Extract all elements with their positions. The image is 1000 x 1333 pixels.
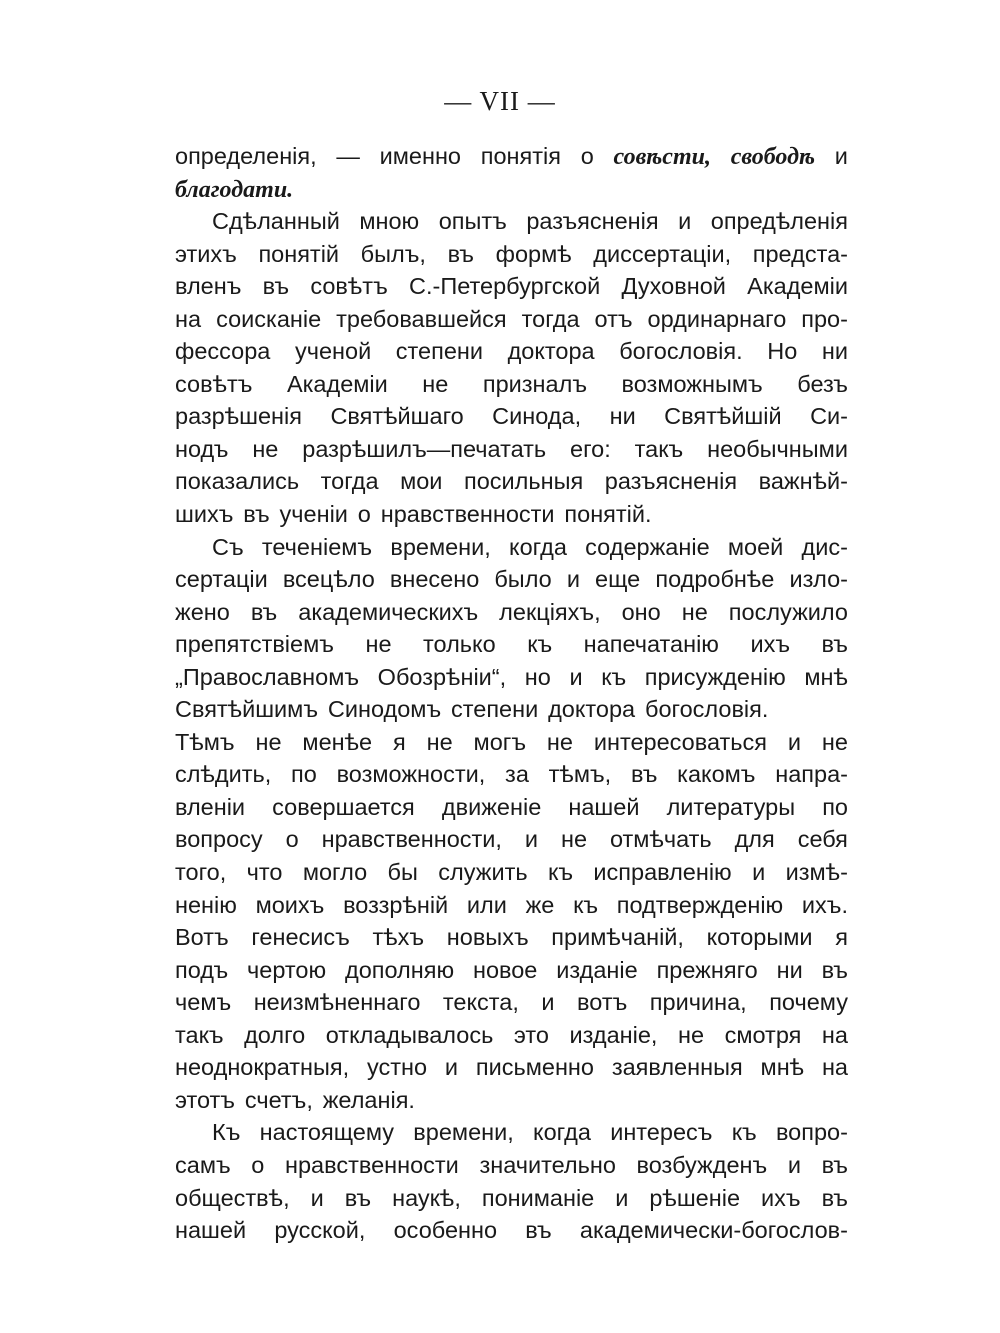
- word: откладывалось: [325, 1021, 494, 1048]
- word: Святѣйшій: [664, 403, 782, 430]
- word: я: [392, 728, 406, 755]
- word: степени: [451, 696, 539, 723]
- word: подъ: [175, 956, 229, 983]
- word: мнѣ: [760, 1054, 805, 1081]
- text-line: [175, 661, 848, 694]
- word: вленъ: [175, 273, 242, 300]
- word: присужденію: [644, 663, 786, 690]
- word: особенно: [393, 1217, 498, 1244]
- word: нашей: [175, 1217, 247, 1244]
- word: ихъ: [750, 631, 791, 658]
- word: требовавшейся: [336, 305, 507, 332]
- word: дис-: [801, 533, 848, 560]
- word: и: [615, 1184, 629, 1211]
- word: наукѣ,: [392, 1184, 461, 1211]
- word: желанія.: [322, 1086, 415, 1113]
- word: какомъ: [677, 761, 756, 788]
- word: бы: [387, 859, 418, 886]
- text-line: [175, 368, 848, 401]
- word: въ: [821, 631, 848, 658]
- word: не: [681, 598, 708, 625]
- word: академически-богослов-: [579, 1217, 848, 1244]
- word: изданіе: [556, 956, 638, 983]
- word: новыхъ: [446, 924, 529, 951]
- word: времени,: [413, 1119, 514, 1146]
- word: теченіемъ: [261, 533, 373, 560]
- text-line: [175, 1019, 848, 1052]
- text-line: [175, 335, 848, 368]
- word: нодъ: [175, 435, 229, 462]
- word: совершается: [272, 793, 415, 820]
- word: Святѣйшаго: [330, 403, 464, 430]
- word: по: [822, 793, 848, 820]
- word: слѣдить,: [175, 761, 272, 788]
- text-line: [175, 400, 848, 433]
- word: было: [494, 566, 552, 593]
- word: Духовной: [621, 273, 726, 300]
- word: что: [246, 859, 283, 886]
- word: ни: [609, 403, 636, 430]
- text-line: [175, 173, 848, 206]
- word: его:: [570, 435, 611, 462]
- word: совѣсти,: [613, 144, 711, 170]
- text-line: [175, 1051, 848, 1084]
- word: отъ: [594, 305, 633, 332]
- word: Святѣйшимъ: [175, 696, 319, 723]
- word: совѣтъ: [310, 273, 388, 300]
- word: ученіи: [279, 501, 348, 528]
- word: призналъ: [482, 370, 588, 397]
- text-line: [175, 1116, 848, 1149]
- word: по: [291, 761, 317, 788]
- word: исправленію: [593, 859, 732, 886]
- word: отмѣчать: [609, 826, 712, 853]
- word: про-: [801, 305, 848, 332]
- text-line: [175, 1149, 848, 1182]
- word: опытъ: [438, 208, 507, 235]
- word: же: [525, 891, 555, 918]
- word: это: [513, 1021, 549, 1048]
- word: тогда: [320, 468, 379, 495]
- word: разъясненія: [604, 468, 738, 495]
- word: въ: [250, 598, 278, 625]
- word: соисканіе: [216, 305, 322, 332]
- word: самъ: [175, 1151, 231, 1178]
- word: не: [677, 1021, 705, 1048]
- word: не: [560, 826, 588, 853]
- word: о: [285, 826, 299, 853]
- text-line: [175, 1182, 848, 1215]
- word: Вотъ: [175, 924, 229, 951]
- body-text: [175, 140, 848, 1247]
- text-line: [175, 433, 848, 466]
- word: жено: [175, 598, 230, 625]
- word: напечатанію: [583, 631, 719, 658]
- text-line: [175, 758, 848, 791]
- page-number: — VII —: [444, 86, 556, 116]
- word: не: [252, 435, 279, 462]
- word: Обозрѣніи“,: [377, 663, 507, 690]
- word: въ: [447, 240, 474, 267]
- word: въ: [243, 501, 270, 528]
- word: интересоваться: [593, 728, 767, 755]
- word: возможности,: [336, 761, 486, 788]
- text-line: [175, 303, 848, 336]
- word: необычными: [707, 435, 848, 462]
- word: определенія,: [175, 143, 317, 169]
- word: препятствіемъ: [175, 631, 334, 658]
- word: ординарнаго: [647, 305, 787, 332]
- word: Академіи: [286, 370, 388, 397]
- word: долго: [244, 1021, 306, 1048]
- word: тогда: [521, 305, 580, 332]
- word: ихъ: [761, 1184, 801, 1211]
- word: —: [336, 143, 360, 169]
- word: и: [310, 1184, 324, 1211]
- word: въ: [821, 1184, 848, 1211]
- text-line: [175, 498, 848, 531]
- word: прежняго: [656, 956, 758, 983]
- word: но: [524, 663, 551, 690]
- word: въ: [821, 956, 848, 983]
- word: пониманіе: [481, 1184, 595, 1211]
- word: этихъ: [175, 240, 237, 267]
- word: нравственности,: [321, 826, 502, 853]
- word: изло-: [789, 566, 848, 593]
- word: и: [444, 1054, 459, 1081]
- word: оно: [621, 598, 661, 625]
- word: ненію: [175, 891, 237, 918]
- word: такъ: [634, 435, 684, 462]
- word: посильныя: [464, 468, 584, 495]
- word: и: [541, 989, 555, 1016]
- word: предста-: [752, 240, 848, 267]
- word: въ: [630, 761, 658, 788]
- word: неизмѣненнаго: [253, 989, 421, 1016]
- text-line: [175, 531, 848, 564]
- text-line: [175, 238, 848, 271]
- word: нашей: [568, 793, 640, 820]
- text-line: [175, 628, 848, 661]
- word: богословія.: [619, 338, 743, 365]
- word: къ: [573, 891, 599, 918]
- word: счетъ,: [244, 1086, 313, 1113]
- word: тѣмъ,: [548, 761, 612, 788]
- word: заявленныя: [611, 1054, 743, 1081]
- word: къ: [527, 631, 553, 658]
- word: могло: [302, 859, 368, 886]
- text-line: [175, 465, 848, 498]
- word: литературы: [666, 793, 796, 820]
- word: на: [821, 1021, 848, 1048]
- word: Синодомъ: [327, 696, 442, 723]
- word: себя: [797, 826, 848, 853]
- word: устно: [367, 1054, 428, 1081]
- word: обществѣ,: [175, 1184, 290, 1211]
- word: рѣшеніе: [649, 1184, 741, 1211]
- word: еще: [595, 566, 641, 593]
- word: чертою: [247, 956, 327, 983]
- word: менѣе: [302, 728, 373, 755]
- text-line: [175, 596, 848, 629]
- word: не: [426, 728, 453, 755]
- word: тѣхъ: [372, 924, 425, 951]
- word: понятія: [480, 143, 561, 169]
- word: Къ: [212, 1119, 241, 1146]
- word: къ: [548, 859, 573, 886]
- word: доктора: [548, 696, 636, 723]
- word: Синода,: [492, 403, 582, 430]
- word: только: [423, 631, 496, 658]
- word: шихъ: [175, 501, 234, 528]
- word: подтвержденію: [616, 891, 784, 918]
- word: С.-Петербургской: [409, 273, 601, 300]
- word: мною: [359, 208, 420, 235]
- text-line: [175, 140, 848, 173]
- word: не: [255, 728, 282, 755]
- word: возможнымъ: [621, 370, 763, 397]
- word: не: [821, 728, 848, 755]
- word: неоднократныя,: [175, 1054, 350, 1081]
- text-line: [175, 986, 848, 1019]
- word: нравственности: [380, 501, 555, 528]
- word: опредѣленія: [710, 208, 848, 235]
- text-line: [175, 1214, 848, 1247]
- word: настоящему: [259, 1119, 395, 1146]
- word: ни: [821, 338, 848, 365]
- word: текста,: [442, 989, 519, 1016]
- word: того,: [175, 859, 227, 886]
- word: не: [422, 370, 449, 397]
- word: къ: [601, 663, 627, 690]
- word: лекціяхъ,: [499, 598, 601, 625]
- word: за: [505, 761, 529, 788]
- word: моей: [727, 533, 784, 560]
- word: въ: [344, 1184, 372, 1211]
- text-line: [175, 954, 848, 987]
- word: диссертаціи,: [593, 240, 732, 267]
- text-line: [175, 791, 848, 824]
- word: не: [365, 631, 392, 658]
- word: Сдѣланный: [212, 208, 340, 235]
- word: и: [566, 566, 580, 593]
- word: письменно: [475, 1054, 594, 1081]
- word: Си-: [810, 403, 848, 430]
- word: новое: [472, 956, 538, 983]
- word: и: [834, 143, 848, 169]
- word: разрѣшилъ—печатать: [302, 435, 547, 462]
- word: когда: [533, 1119, 591, 1146]
- word: Тѣмъ: [175, 728, 235, 755]
- word: сертаціи: [175, 566, 268, 593]
- word: свободѣ: [730, 144, 816, 170]
- word: понятій.: [564, 501, 652, 528]
- word: понятій: [258, 240, 340, 267]
- word: именно: [379, 143, 462, 169]
- word: мои: [400, 468, 443, 495]
- word: важнѣй-: [758, 468, 848, 495]
- text-line: [175, 856, 848, 889]
- word: чемъ: [175, 989, 232, 1016]
- word: фессора: [175, 338, 271, 365]
- word: вопро-: [775, 1119, 848, 1146]
- word: совѣтъ: [175, 370, 253, 397]
- word: формѣ: [495, 240, 572, 267]
- text-line: [175, 726, 848, 759]
- word: къ: [731, 1119, 757, 1146]
- text-line: [175, 889, 848, 922]
- word: значительно: [479, 1151, 616, 1178]
- word: и: [787, 1151, 801, 1178]
- word: такъ: [175, 1021, 224, 1048]
- word: служить: [438, 859, 528, 886]
- word: на: [821, 1054, 848, 1081]
- word: ученой: [294, 338, 372, 365]
- text-line: [175, 563, 848, 596]
- word: и: [524, 826, 539, 853]
- word: движеніе: [441, 793, 542, 820]
- word: послужило: [728, 598, 848, 625]
- word: о: [357, 501, 371, 528]
- text-line: [175, 693, 848, 726]
- word: Академіи: [747, 273, 848, 300]
- word: и: [752, 859, 766, 886]
- word: и: [569, 663, 583, 690]
- word: вотъ: [577, 989, 628, 1016]
- text-line: [175, 921, 848, 954]
- word: примѣчаній,: [551, 924, 684, 951]
- word: нравственности: [285, 1151, 459, 1178]
- word: изданіе,: [569, 1021, 658, 1048]
- word: Но: [767, 338, 798, 365]
- word: вопросу: [175, 826, 263, 853]
- word: внесено: [389, 566, 480, 593]
- word: о: [580, 143, 594, 169]
- word: не: [546, 728, 573, 755]
- word: этотъ: [175, 1086, 235, 1113]
- word: содержаніе: [585, 533, 710, 560]
- text-line: [175, 270, 848, 303]
- word: дополняю: [344, 956, 455, 983]
- word: разрѣшенія: [175, 403, 302, 430]
- word: въ: [262, 273, 290, 300]
- word: времени,: [390, 533, 491, 560]
- word: и: [678, 208, 692, 235]
- word: подробнѣе: [655, 566, 775, 593]
- word: благодати.: [175, 176, 294, 203]
- word: на: [175, 305, 202, 332]
- word: русской,: [274, 1217, 366, 1244]
- word: напра-: [775, 761, 848, 788]
- word: безъ: [797, 370, 848, 397]
- word: когда: [509, 533, 567, 560]
- word: возбужденъ: [636, 1151, 768, 1178]
- word: для: [734, 826, 775, 853]
- word: степени: [395, 338, 484, 365]
- word: вленіи: [175, 793, 246, 820]
- word: смотря: [724, 1021, 802, 1048]
- word: мнѣ: [804, 663, 848, 690]
- text-line: [175, 1084, 848, 1117]
- word: причина,: [649, 989, 747, 1016]
- word: разъясненія: [526, 208, 659, 235]
- word: и: [787, 728, 802, 755]
- word: интересъ: [610, 1119, 713, 1146]
- word: „Православномъ: [175, 663, 360, 690]
- word: генесисъ: [251, 924, 350, 951]
- word: былъ,: [360, 240, 426, 267]
- word: доктора: [507, 338, 595, 365]
- word: воззрѣній: [343, 891, 449, 918]
- word: всецѣло: [282, 566, 375, 593]
- word: академическихъ: [298, 598, 479, 625]
- text-line: [175, 205, 848, 238]
- word: я: [835, 924, 848, 951]
- word: показались: [175, 468, 300, 495]
- word: въ: [525, 1217, 552, 1244]
- word: почему: [769, 989, 848, 1016]
- word: которыми: [706, 924, 813, 951]
- text-line: [175, 823, 848, 856]
- word: ихъ.: [801, 891, 848, 918]
- word: богословія.: [645, 696, 769, 723]
- word: о: [251, 1151, 265, 1178]
- word: моихъ: [255, 891, 325, 918]
- word: измѣ-: [785, 859, 848, 886]
- word: могъ: [473, 728, 527, 755]
- word: Съ: [212, 533, 244, 560]
- word: въ: [821, 1151, 848, 1178]
- word: или: [466, 891, 507, 918]
- word: ни: [776, 956, 803, 983]
